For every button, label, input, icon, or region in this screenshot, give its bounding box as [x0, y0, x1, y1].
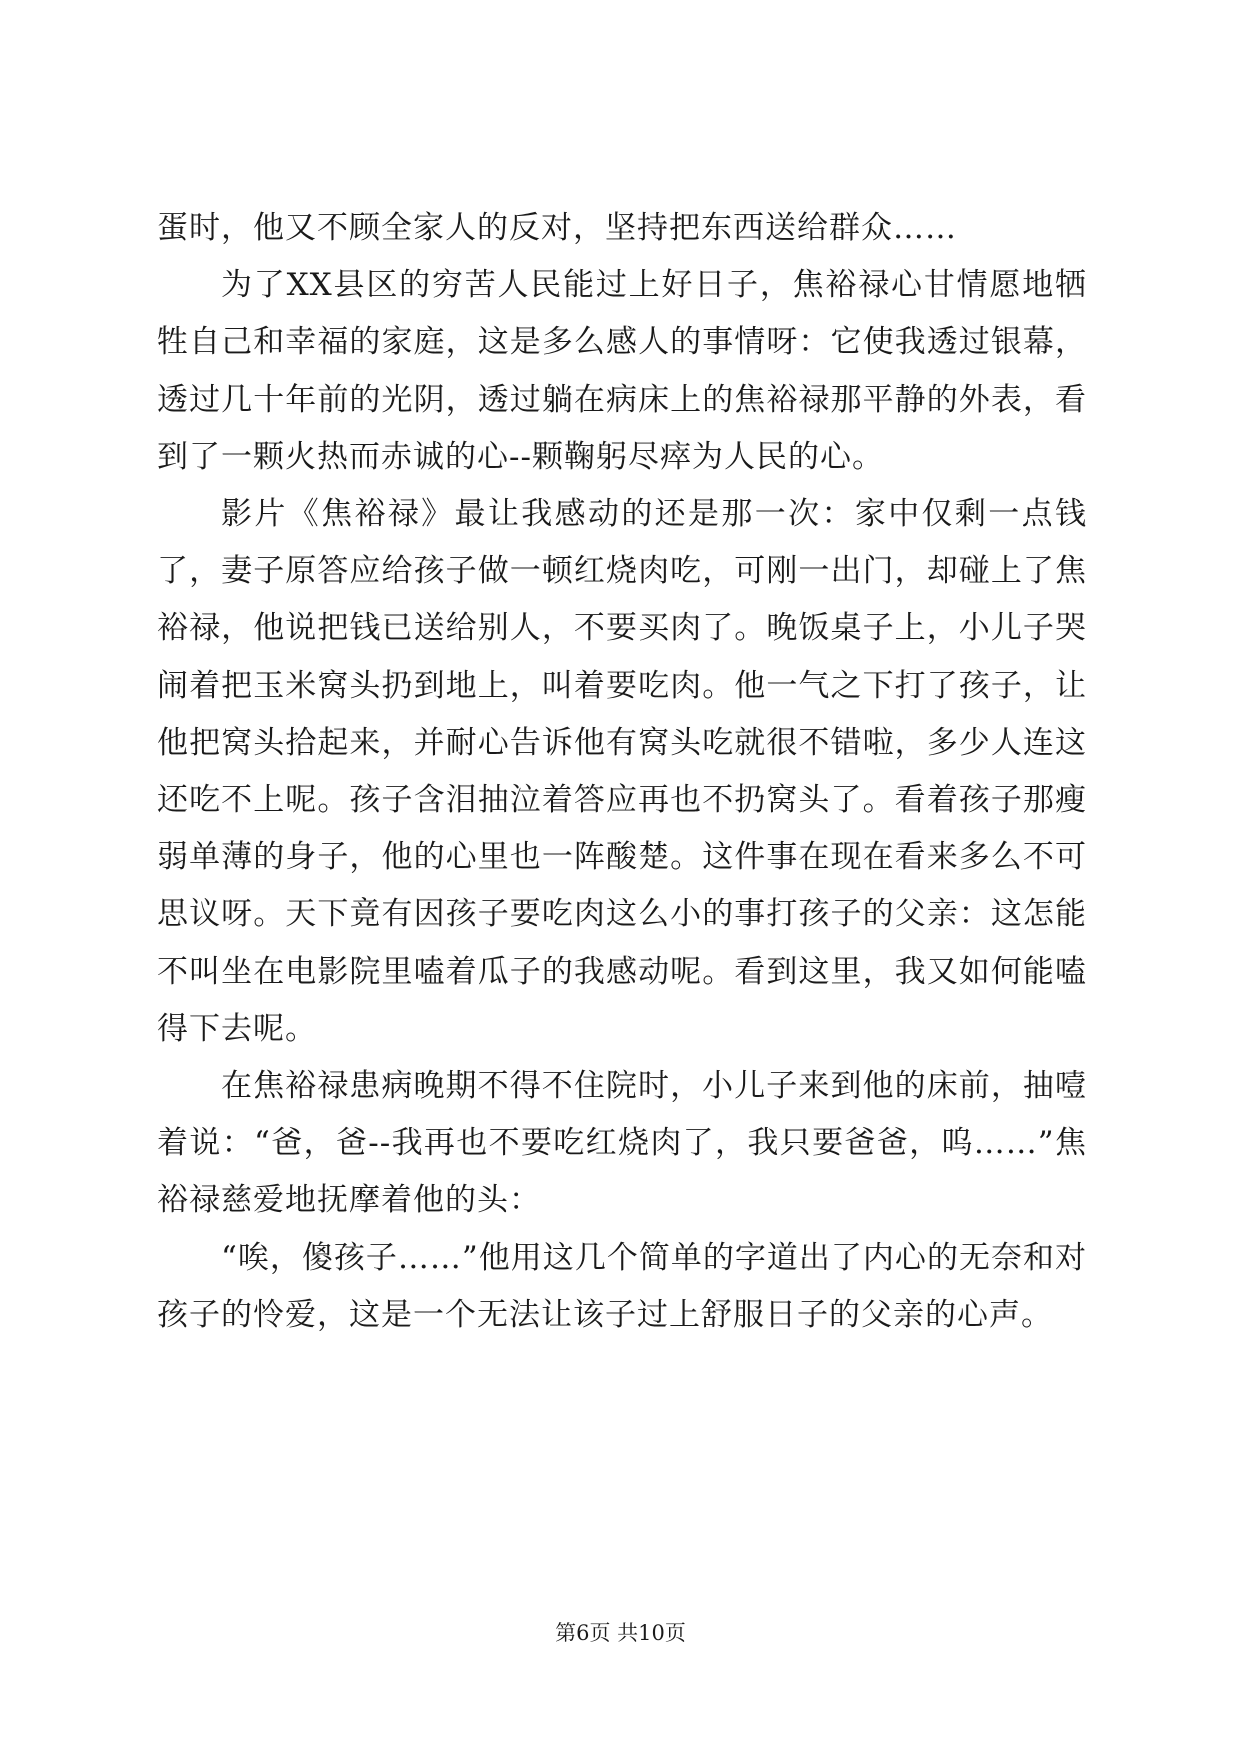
paragraph-2: 为了XX县区的穷苦人民能过上好日子，焦裕禄心甘情愿地牺牲自己和幸福的家庭，这是多么感人的事情呀：它使我透过银幕，透过几十年前的光阴，透过躺在病床上的焦裕禄那平静的外表，看到了一颗火热而赤诚的心--颗鞠躬尽瘁为人民的心。 [157, 267, 1087, 475]
paragraph-4: 在焦裕禄患病晚期不得不住院时，小儿子来到他的床前，抽噎着说：“爸，爸--我再也不要吃红烧肉了，我只要爸爸，呜……”焦裕禄慈爱地抚摩着他的头： [157, 1068, 1087, 1219]
paragraph-5: “唉，傻孩子……”他用这几个简单的字道出了内心的无奈和对孩子的怜爱，这是一个无法让该子过上舒服日子的父亲的心声。 [157, 1239, 1087, 1333]
body-text [157, 200, 1087, 1344]
page-footer [0, 1619, 1241, 1647]
paragraph-3: 影片《焦裕禄》最让我感动的还是那一次：家中仅剩一点钱了，妻子原答应给孩子做一顿红烧肉吃，可刚一出门，却碰上了焦裕禄，他说把钱已送给别人，不要买肉了。晚饭桌子上，小儿子哭闹着把玉米窝头扔到地上，叫着要吃肉。他一气之下打了孩子，让他把窝头拾起来，并耐心告诉他有窝头吃就很不错啦，多少人连这还吃不上呢。孩子含泪抽泣着答应再也不扔窝头了。看着孩子那瘦弱单薄的身子，他的心里也一阵酸楚。这件事在现在看来多么不可思议呀。天下竟有因孩子要吃肉这么小的事打孩子的父亲：这怎能不叫坐在电影院里嗑着瓜子的我感动呢。看到这里，我又如何能嗑得下去呢。 [157, 496, 1087, 1047]
page-number: 第6页 共10页 [555, 1621, 686, 1645]
paragraph-1: 蛋时，他又不顾全家人的反对，坚持把东西送给群众…… [157, 210, 957, 246]
